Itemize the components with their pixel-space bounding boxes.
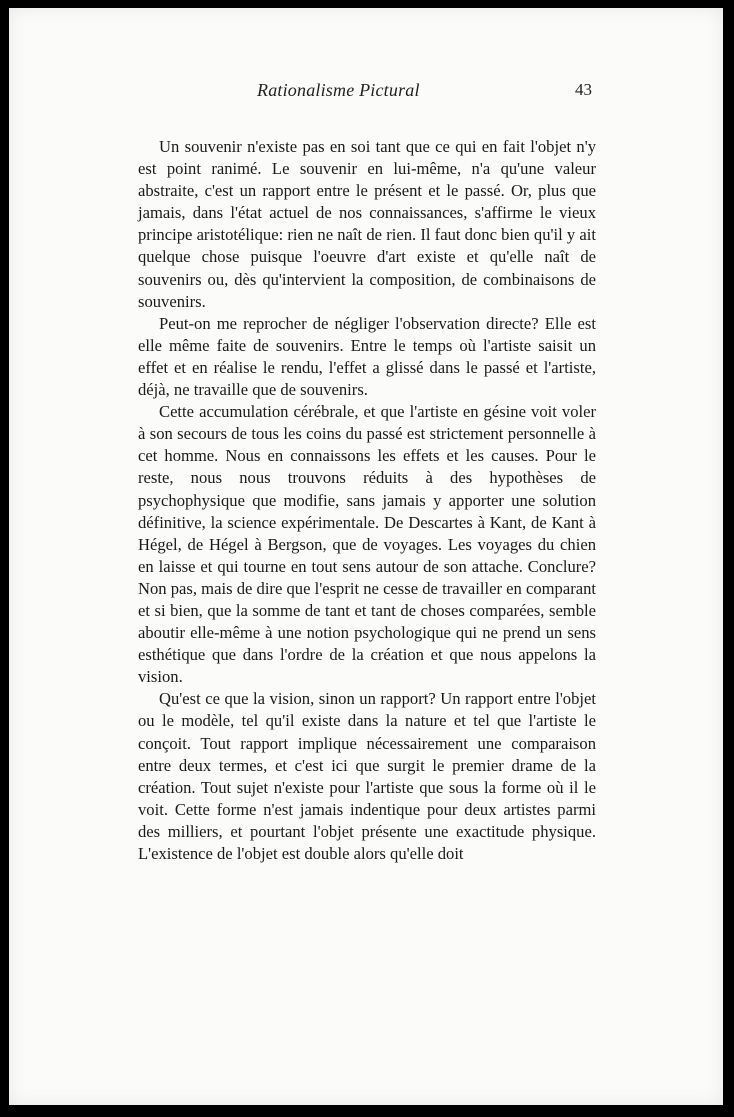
page-header [9,80,723,104]
body-text [138,136,596,865]
book-page [9,8,723,1105]
page-number: 43 [575,80,592,99]
paragraph-2: Peut-on me reprocher de négliger l'observation directe? Elle est elle même faite de souvenirs. Entre le temps où l'artiste saisit un effet et en réalise le rendu, l'effet a glissé dans le passé et l'artiste, déjà, ne travaille que de souvenirs. [138,313,596,400]
paragraph-3: Cette accumulation cérébrale, et que l'artiste en gésine voit voler à son secours de tous les coins du passé est strictement personnelle à cet homme. Nous en connaissons les effets et les causes. Pour le reste, nous nous trouvons réduits à des hypothèses de psychophysique que modifie, sans jamais y apporter une solution définitive, la science expérimentale. De Descartes à Kant, de Kant à Hégel, de Hégel à Bergson, que de voyages. Les voyages du chien en laisse et qui tourne en tout sens autour de son attache. Conclure? Non pas, mais de dire que l'esprit ne cesse de travailler en comparant et si bien, que la somme de tant et tant de choses comparées, semble aboutir elle-même à une notion psychologique qui ne prend un sens esthétique que dans l'ordre de la création et que nous appelons la vision. [138,402,596,687]
running-title: Rationalisme Pictural [257,80,420,100]
paragraph-1: Un souvenir n'existe pas en soi tant que ce qui en fait l'objet n'y est point ranimé. Le souvenir en lui-même, n'a qu'une valeur abstraite, c'est un rapport entre le présent et le passé. Or, plus que jamais, dans l'état actuel de nos connaissances, s'affirme le vieux principe aristotélique: rien ne naît de rien. Il faut donc bien qu'il y ait quelque chose puisque l'oeuvre d'art existe et qu'elle naît de souvenirs ou, dès qu'intervient la composition, de combinaisons de souvenirs. [138,137,596,311]
paragraph-4: Qu'est ce que la vision, sinon un rapport? Un rapport entre l'objet ou le modèle, tel qu'il existe dans la nature et tel que l'artiste le conçoit. Tout rapport implique nécessairement une comparaison entre deux termes, et c'est ici que surgit le premier drame de la création. Tout sujet n'existe pour l'artiste que sous la forme où il le voit. Cette forme n'est jamais indentique pour deux artistes parmi des milliers, et pourtant l'objet présente une exactitude physique. L'existence de l'objet est double alors qu'elle doit [138,689,596,863]
